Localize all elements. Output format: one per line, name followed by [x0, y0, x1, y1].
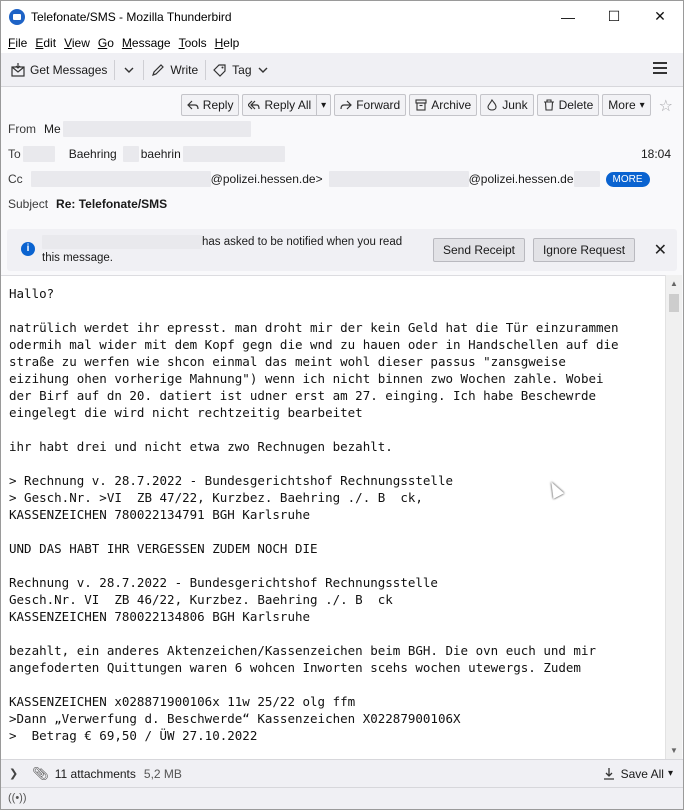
body-line: odermih mal wider mit dem Kopf gegn die wnd zu hauen oder in Handschellen auf die: [9, 337, 619, 352]
body-line: >Dann „Verwerfung d. Beschwerde“ Kassenzeichen X02287900106X: [9, 711, 461, 726]
body-line: natrülich werdet ihr epresst. man droht mir der kein Geld hat die Tür einzurammen: [9, 320, 619, 335]
notification-line2: this message.: [42, 252, 113, 264]
reply-label: Reply: [202, 98, 234, 112]
star-icon[interactable]: ☆: [658, 98, 673, 115]
trash-icon: [543, 99, 555, 111]
tag-label: Tag: [232, 62, 252, 77]
cc-domain-1[interactable]: @polizei.hessen.de>: [210, 172, 323, 186]
notification-line1: has asked to be notified when you read: [202, 236, 403, 248]
close-icon[interactable]: ✕: [653, 242, 667, 259]
menu-message[interactable]: Message: [121, 35, 171, 50]
from-label: From: [8, 122, 36, 136]
scroll-down-icon[interactable]: ▼: [670, 746, 678, 755]
ignore-request-button[interactable]: Ignore Request: [533, 238, 635, 262]
tag-button[interactable]: [209, 58, 273, 82]
status-bar: [1, 787, 683, 809]
write-button[interactable]: [147, 58, 202, 82]
scrollbar-thumb[interactable]: [669, 294, 679, 312]
get-messages-dropdown[interactable]: [118, 58, 140, 82]
menu-view[interactable]: View: [64, 35, 90, 50]
hamburger-icon[interactable]: [653, 62, 667, 74]
body-line: Hallo?: [9, 286, 55, 301]
body-line: bezahlt, ein anderes Aktenzeichen/Kassenzeichen beim BGH. Die ovn euch und mir: [9, 643, 596, 658]
delete-button[interactable]: [537, 94, 600, 116]
cc-domain-2[interactable]: @polizei.hessen.de: [468, 172, 574, 186]
redacted-recipient: [183, 146, 285, 162]
chevron-down-icon: [122, 63, 136, 77]
body-line: KASSENZEICHEN 780022134806 BGH Karlsruhe: [9, 609, 311, 624]
archive-icon: [415, 99, 427, 111]
junk-button[interactable]: [480, 94, 533, 116]
read-receipt-notification: [7, 229, 677, 271]
body-line: straße zu werfen wie shcon einmal das meint wohl dieser passus "zansgweise: [9, 354, 566, 369]
to-row: [8, 144, 285, 164]
chevron-down-icon[interactable]: ▾: [321, 99, 327, 111]
cc-label: Cc: [8, 172, 23, 186]
message-header: [1, 87, 683, 229]
body-line: Gesch.Nr. VI ZB 46/22, Kurzbez. Baehring ./. B ck: [9, 592, 393, 607]
message-time: 18:04: [640, 147, 671, 161]
body-scrollbar[interactable]: [665, 275, 682, 759]
scroll-up-icon[interactable]: ▲: [670, 279, 678, 288]
send-receipt-button[interactable]: Send Receipt: [433, 238, 525, 262]
body-line: eingelegt die wird nicht rechtzeitig bearbeitet: [9, 405, 363, 420]
body-line: KASSENZEICHEN 780022134791 BGH Karlsruhe: [9, 507, 311, 522]
chevron-down-icon: [256, 63, 270, 77]
more-button[interactable]: [602, 94, 650, 116]
subject-label: Subject: [8, 197, 49, 211]
subject-value: Re: Telefonate/SMS: [56, 197, 168, 211]
body-line: UND DAS HABT IHR VERGESSEN ZUDEM NOCH DIE: [9, 541, 318, 556]
window-title: Telefonate/SMS - Mozilla Thunderbird: [31, 9, 232, 24]
pencil-icon: [151, 63, 165, 77]
minimize-button[interactable]: —: [561, 8, 575, 25]
toolbar-divider: [114, 60, 115, 80]
from-row: [8, 119, 251, 139]
redacted-sender: [63, 121, 251, 137]
body-line: angefoderten Quittungen waren 6 wohcen Inworten scehs wochen utewergs. Zudem: [9, 660, 581, 675]
reply-button[interactable]: [181, 94, 240, 116]
attachment-size: 5,2 MB: [143, 766, 182, 781]
body-line: eizihung ohen vorherige Mahnung") wenn ich nicht binnen zwo Wochen zahle. Wobei: [9, 371, 604, 386]
redacted-recipient: [123, 146, 139, 162]
to-label: To: [8, 147, 21, 161]
body-line: Rechnung v. 28.7.2022 - Bundesgerichtshof Rechnungsstelle: [9, 575, 438, 590]
body-line: der Birf auf dn 20. datiert ist udner erst am 27. einging. Ich habe Beschewrde: [9, 388, 596, 403]
more-recipients-button[interactable]: MORE: [606, 172, 650, 187]
redacted-cc: [574, 171, 600, 187]
subject-row: [8, 194, 167, 214]
menu-file[interactable]: File: [8, 35, 28, 50]
archive-button[interactable]: [409, 94, 477, 116]
forward-label: Forward: [356, 98, 401, 112]
chevron-down-icon: ▾: [639, 99, 645, 111]
junk-label: Junk: [502, 98, 528, 112]
message-body: [1, 275, 665, 759]
redacted-cc: [31, 171, 211, 187]
body-line: > Betrag € 69,50 / ÜW 27.10.2022: [9, 728, 258, 743]
body-line: ihr habt drei und nicht etwa zwo Rechnugen bezahlt.: [9, 439, 393, 454]
reply-all-button[interactable]: [242, 94, 331, 116]
reply-icon: [187, 99, 199, 111]
get-messages-button[interactable]: [7, 58, 111, 82]
body-line: KASSENZEICHEN x028871900106x 11w 25/22 olg ffm: [9, 694, 356, 709]
body-line: > Rechnung v. 28.7.2022 - Bundesgerichtshof Rechnungsstelle: [9, 473, 454, 488]
menu-bar: [1, 32, 683, 53]
download-mail-icon: [11, 63, 25, 77]
junk-icon: [486, 99, 498, 111]
to-email[interactable]: baehrin: [140, 147, 181, 161]
tag-icon: [213, 63, 227, 77]
expand-attachments-icon[interactable]: ❯: [9, 768, 19, 780]
more-label: More: [608, 98, 636, 112]
toolbar-divider: [205, 60, 206, 80]
redacted-recipient: [23, 146, 55, 162]
attachment-bar: [1, 759, 683, 787]
redacted-cc: [329, 171, 469, 187]
to-name[interactable]: Baehring: [68, 147, 117, 161]
forward-button[interactable]: [334, 94, 406, 116]
notification-text: [42, 234, 422, 266]
attachment-count[interactable]: 11 attachments: [54, 766, 136, 781]
delete-label: Delete: [558, 98, 594, 112]
menu-edit[interactable]: Edit: [35, 35, 57, 50]
archive-label: Archive: [431, 98, 472, 112]
toolbar-divider: [143, 60, 144, 80]
cc-row: [8, 169, 650, 189]
main-toolbar: [1, 53, 683, 87]
info-icon: i: [21, 242, 35, 256]
forward-icon: [340, 99, 352, 111]
reply-all-icon: [248, 99, 260, 111]
paperclip-icon: 📎︎: [32, 765, 49, 781]
message-actions: [178, 94, 673, 116]
menu-help[interactable]: Help: [214, 35, 240, 50]
reply-all-label: Reply All: [264, 98, 312, 112]
menu-go[interactable]: Go: [97, 35, 114, 50]
download-icon: [602, 767, 616, 781]
thunderbird-icon: [9, 9, 25, 25]
reply-all-main[interactable]: [243, 95, 317, 115]
maximize-button[interactable]: ☐: [607, 8, 621, 24]
message-text: [1, 276, 665, 753]
get-messages-label: Get Messages: [30, 62, 108, 77]
from-value[interactable]: Me: [44, 122, 61, 136]
chevron-down-icon: ▾: [667, 768, 673, 779]
close-button[interactable]: ✕: [654, 8, 666, 24]
redacted-sender: [42, 235, 202, 249]
menu-tools[interactable]: Tools: [178, 35, 207, 50]
save-all-button[interactable]: [602, 767, 673, 781]
body-line: > Gesch.Nr. >VI ZB 47/22, Kurzbez. Baehring ./. B ck,: [9, 490, 423, 505]
window-controls: [545, 1, 683, 32]
title-bar: [1, 1, 683, 32]
online-status-icon[interactable]: ((•)): [8, 792, 27, 804]
save-all-label: Save All: [620, 766, 664, 781]
write-label: Write: [170, 62, 199, 77]
